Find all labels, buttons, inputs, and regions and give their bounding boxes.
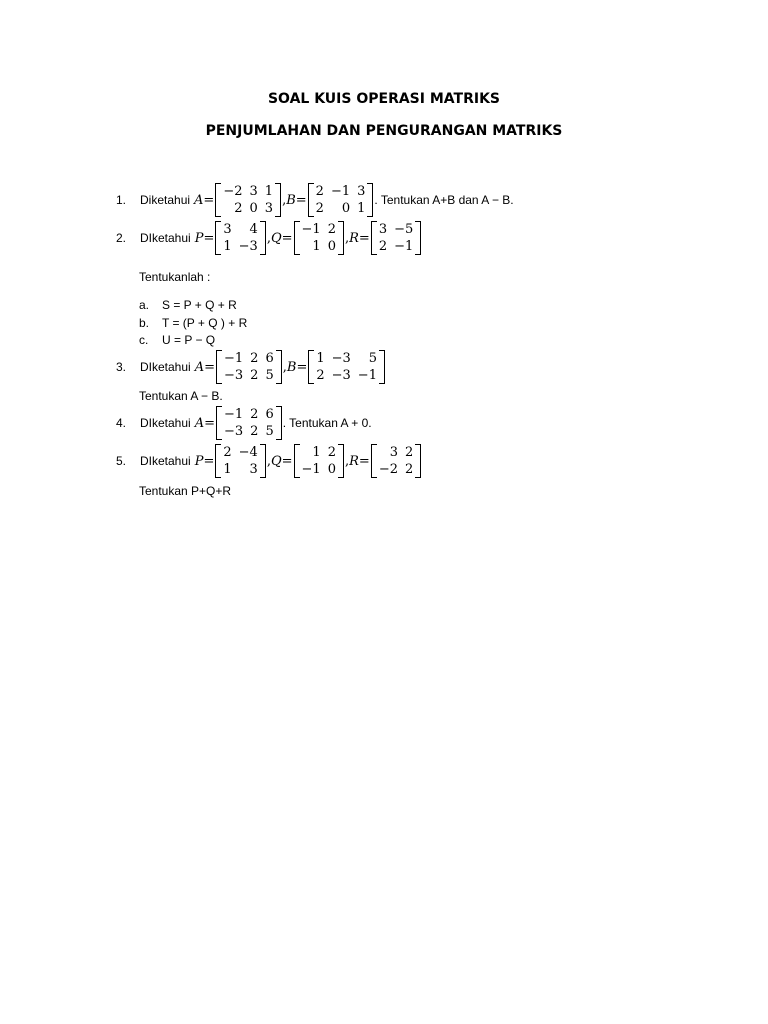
question-instruction: . Tentukan A+B dan A − B.: [374, 193, 514, 207]
matrix-entry: −1: [330, 184, 351, 199]
sub-item-label: a.: [139, 298, 150, 312]
equals-sign: =: [203, 453, 215, 469]
matrix-entry: 1: [312, 445, 321, 460]
question-4: [116, 406, 372, 440]
matrix-entry: 2: [250, 407, 259, 422]
comma: ,: [282, 359, 287, 375]
comma: ,: [344, 453, 350, 469]
matrix-entry: 1: [357, 201, 366, 216]
matrix-name: Q: [270, 453, 282, 469]
question-3: [116, 350, 386, 384]
right-bracket: [367, 183, 373, 217]
matrix-name: A: [194, 359, 205, 375]
matrix-name: P: [194, 453, 204, 469]
matrix-name: R: [349, 230, 359, 246]
matrix-entry: −1: [224, 407, 244, 422]
matrix-entry: 3: [357, 184, 366, 199]
matrix-entry: 2: [327, 445, 336, 460]
question-lead: DIketahui: [140, 360, 191, 374]
matrix-Q: [294, 221, 344, 255]
comma: ,: [266, 230, 271, 246]
matrix-name: P: [194, 230, 204, 246]
matrix-entry: −1: [394, 239, 414, 254]
equals-sign: =: [358, 230, 370, 246]
matrix-entry: −3: [238, 239, 258, 254]
question-number: 4.: [116, 416, 127, 430]
question-1: [116, 183, 514, 217]
matrix-entry: −2: [378, 462, 398, 477]
matrix-entry: 3: [378, 222, 388, 237]
question-number: 1.: [116, 193, 127, 207]
matrix-entry: 6: [265, 407, 274, 422]
matrix-entry: −4: [238, 445, 258, 460]
right-bracket: [260, 444, 266, 478]
right-bracket: [275, 183, 281, 217]
matrix-name: A: [194, 415, 205, 431]
right-bracket: [276, 406, 282, 440]
matrix-Q: [294, 444, 344, 478]
matrix-entry: −3: [224, 424, 244, 439]
equals-sign: =: [358, 453, 370, 469]
matrix-entry: 0: [327, 239, 336, 254]
matrix-entry: 2: [316, 368, 325, 383]
matrix-entry: 3: [223, 222, 232, 237]
question-lead: DIketahui: [140, 231, 191, 245]
sub-item-label: b.: [139, 316, 150, 330]
matrix-entry: 3: [249, 184, 258, 199]
matrix-B: [308, 183, 374, 217]
matrix-entry: 2: [234, 201, 243, 216]
matrix-name: Q: [270, 230, 282, 246]
matrix-A: [216, 350, 282, 384]
matrix-name: B: [286, 359, 297, 375]
sub-item-b: [139, 316, 247, 330]
sub-item-label: c.: [139, 333, 149, 347]
sub-item-text: T = (P + Q ) + R: [162, 316, 248, 330]
matrix-entry: 1: [223, 462, 232, 477]
matrix-entry: 4: [249, 222, 258, 237]
matrix-name: A: [194, 192, 204, 208]
matrix-entry: 3: [389, 445, 398, 460]
matrix-name: R: [349, 453, 359, 469]
matrix-entry: −1: [357, 368, 377, 383]
matrix-entry: 2: [405, 462, 414, 477]
matrix-entry: 6: [265, 351, 274, 366]
question-instruction: . Tentukan A + 0.: [282, 416, 372, 430]
matrix-entry: 2: [315, 201, 324, 216]
right-bracket: [338, 221, 344, 255]
matrix-entry: −1: [301, 222, 321, 237]
matrix-A: [216, 406, 282, 440]
matrix-entry: 3: [249, 462, 258, 477]
matrix-entry: 1: [312, 239, 321, 254]
sub-item-text: S = P + Q + R: [162, 298, 237, 312]
equals-sign: =: [204, 359, 215, 375]
matrix-entry: 2: [250, 368, 259, 383]
question-number: 5.: [116, 454, 127, 468]
right-bracket: [415, 221, 421, 255]
matrix-entry: −3: [331, 368, 351, 383]
matrix-entry: 5: [368, 351, 377, 366]
question-number: 3.: [116, 360, 127, 374]
comma: ,: [344, 230, 350, 246]
matrix-P: [215, 444, 265, 478]
matrix-entry: 2: [250, 424, 259, 439]
matrix-R: [371, 444, 421, 478]
matrix-R: [371, 221, 421, 255]
matrix-entry: 5: [265, 424, 274, 439]
matrix-entry: 1: [223, 239, 232, 254]
sub-item-a: [139, 298, 237, 312]
matrix-entry: 2: [223, 445, 232, 460]
matrix-entry: 2: [327, 222, 336, 237]
equals-sign: =: [296, 359, 308, 375]
matrix-entry: 0: [327, 462, 336, 477]
matrix-entry: 2: [315, 184, 324, 199]
matrix-entry: −1: [224, 351, 244, 366]
matrix-entry: 1: [316, 351, 325, 366]
sub-item-c: [139, 333, 215, 347]
matrix-P: [215, 221, 265, 255]
question-lead: DIketahui: [140, 454, 191, 468]
matrix-B: [308, 350, 385, 384]
matrix-entry: −3: [331, 351, 351, 366]
matrix-name: B: [286, 192, 296, 208]
matrix-entry: −5: [394, 222, 414, 237]
matrix-entry: 1: [264, 184, 274, 199]
matrix-entry: 0: [249, 201, 258, 216]
matrix-entry: −2: [223, 184, 243, 199]
question-5-instruction: Tentukan P+Q+R: [139, 484, 232, 498]
matrix-A: [215, 183, 281, 217]
right-bracket: [260, 221, 266, 255]
matrix-entry: 2: [250, 351, 259, 366]
question-2: [116, 221, 422, 255]
question-lead: DIketahui: [140, 416, 191, 430]
right-bracket: [415, 444, 421, 478]
question-lead: Diketahui: [140, 193, 191, 207]
matrix-entry: −1: [301, 462, 321, 477]
comma: ,: [282, 192, 287, 208]
question-3-instruction: Tentukan A − B.: [139, 389, 223, 403]
equals-sign: =: [295, 192, 307, 208]
matrix-entry: −3: [224, 368, 244, 383]
equals-sign: =: [204, 415, 215, 431]
sub-item-text: U = P − Q: [162, 333, 216, 347]
equals-sign: =: [203, 230, 215, 246]
matrix-entry: 3: [264, 201, 274, 216]
matrix-entry: 5: [265, 368, 274, 383]
equals-sign: =: [203, 192, 215, 208]
matrix-entry: 2: [378, 239, 388, 254]
document-title: SOAL KUIS OPERASI MATRIKS: [267, 91, 501, 107]
equals-sign: =: [281, 453, 293, 469]
equals-sign: =: [281, 230, 293, 246]
question-5: [116, 444, 422, 478]
question-2-instruction: Tentukanlah :: [139, 270, 211, 284]
question-number: 2.: [116, 231, 127, 245]
comma: ,: [266, 453, 271, 469]
matrix-entry: 2: [405, 445, 414, 460]
document-subtitle: PENJUMLAHAN DAN PENGURANGAN MATRIKS: [205, 123, 563, 139]
right-bracket: [338, 444, 344, 478]
right-bracket: [276, 350, 282, 384]
right-bracket: [379, 350, 385, 384]
matrix-entry: 0: [341, 201, 351, 216]
